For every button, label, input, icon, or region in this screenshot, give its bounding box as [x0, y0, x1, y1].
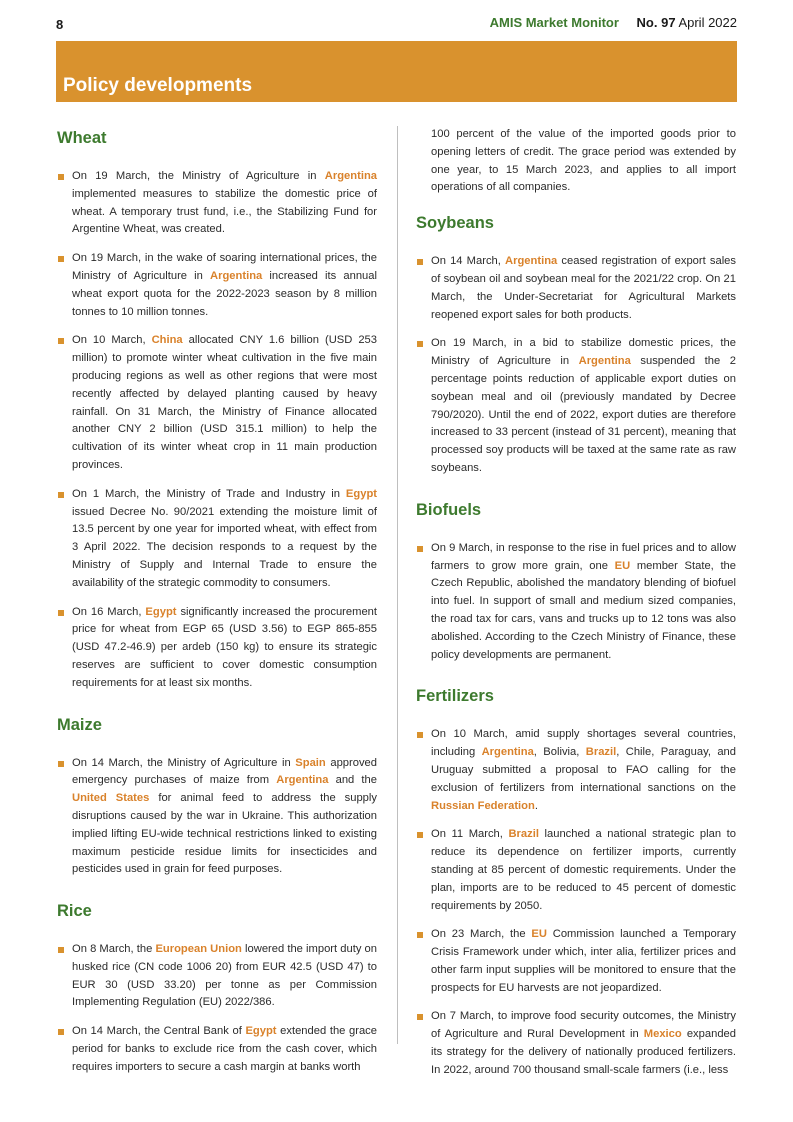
section-rice — [57, 899, 377, 1077]
item-text: for animal feed to address the supply disruptions caused by the war in Ukraine. This authorization implied lifting EU-wide technical restrictions linked to existing maximum pesticide residue limits for insecticides and pesticides used in grain for feed purposes. — [72, 792, 377, 876]
country-highlight: EU — [531, 928, 547, 941]
item-text: and the — [328, 774, 377, 787]
item-text: On 11 March, — [431, 828, 509, 841]
item-text: On 10 March, amid supply shortages several countries, including — [431, 728, 736, 759]
continued-paragraph: 100 percent of the value of the imported goods prior to opening letters of credit. The grace period was extended by one year, to 15 March 2023, and applies to all import operations of all companies. — [431, 128, 736, 194]
section-heading: Maize — [57, 715, 102, 734]
list-item — [57, 1023, 377, 1076]
country-highlight: Egypt — [145, 605, 177, 618]
banner-title: Policy developments — [63, 75, 253, 96]
item-text: allocated CNY 1.6 billion (USD 253 million) to promote winter wheat cultivation in the five main producing regions as well as other regions that were most recently affected by delayed planting caused by heavy rainfall. On 31 March, the Ministry of Finance allocated another CNY 2 billion (USD 315.1 million) to help the cultivation of its winter wheat crop in 11 main production provinces. — [72, 334, 377, 471]
country-highlight: Argentina — [210, 269, 263, 282]
item-text: On 14 March, — [431, 255, 506, 268]
issue-date: April 2022 — [678, 15, 737, 30]
item-text: On 10 March, — [72, 334, 152, 347]
country-highlight: Argentina — [276, 774, 329, 787]
item-text: On 16 March, — [72, 605, 146, 618]
item-text: extended the grace period for banks to exclude rice from the cash cover, which requires importers to secure a cash margin at banks worth — [72, 1025, 378, 1073]
item-text: implemented measures to stabilize the domestic price of wheat. A temporary trust fund, i.e., the Stabilizing Fund for Argentine Wheat, was created. — [72, 187, 377, 236]
item-text: , Bolivia, — [533, 746, 586, 759]
country-highlight: China — [151, 334, 183, 347]
list-item — [57, 250, 377, 321]
publication-title: AMIS Market Monitor — [489, 15, 619, 30]
country-highlight: Egypt — [245, 1025, 277, 1038]
country-highlight: Egypt — [345, 487, 377, 500]
country-highlight: Russian Federation — [431, 799, 535, 812]
item-text: On 7 March, to improve food security outcomes, the Ministry of Agriculture and Rural Development in — [431, 1010, 736, 1041]
list-item — [57, 604, 377, 693]
section-heading: Rice — [57, 902, 92, 921]
section-soybeans — [416, 211, 736, 478]
section-biofuels — [416, 498, 736, 665]
list-item — [416, 335, 736, 477]
item-text: On 19 March, in a bid to stabilize domestic prices, the Ministry of Agriculture in — [431, 337, 736, 368]
item-text: launched a national strategic plan to reduce its dependence on fertilizer imports, currently standing at 85 percent of domestic requirements. Under the plan, imports are to be reduced to 45 percent of domestic requirements by 2050. — [431, 828, 736, 912]
list-item — [57, 332, 377, 474]
country-highlight: Argentina — [505, 255, 558, 268]
right-column — [416, 126, 736, 1091]
country-highlight: EU — [614, 559, 631, 572]
item-text: Commission launched a Temporary Crisis Framework under which, inter alia, fertilizer prices and other farm input supplies will be monitored to ensure that the prospects for EU harvests are not jeopardized. — [431, 928, 736, 994]
section-heading: Fertilizers — [416, 687, 494, 706]
item-text: approved emergency purchases of maize from — [72, 756, 377, 787]
item-text: On 19 March, the Ministry of Agriculture in — [72, 170, 325, 182]
item-text: On 14 March, the Central Bank of — [72, 1025, 246, 1038]
list-item — [416, 540, 736, 665]
country-highlight: Mexico — [643, 1028, 682, 1041]
country-highlight: Argentina — [578, 355, 631, 368]
list-item — [416, 726, 736, 815]
item-text: On 8 March, the — [72, 943, 156, 956]
item-text: suspended the 2 percentage points reduction of applicable export duties on soybean meal and oil (previously mandated by Decree 790/2020). Until the end of 2022, export duties are therefore increased to 33 percent (instead of 31 percent), meaning that processed soy products will be taxed at the same rate as raw soybeans. — [431, 355, 736, 474]
list-item — [416, 253, 736, 324]
list-item — [57, 486, 377, 593]
item-text: On 14 March, the Ministry of Agriculture in — [72, 756, 296, 769]
list-item — [57, 755, 377, 880]
bullet-list — [416, 540, 736, 665]
section-banner — [56, 41, 737, 102]
section-heading: Soybeans — [416, 214, 494, 233]
item-text: ceased registration of export sales of soybean oil and soybean meal for the 2021/22 crop. On 21 March, the Under-Secretariat for Agricultural Markets reopened export sales for both products. — [431, 255, 736, 321]
item-text: issued Decree No. 90/2021 extending the moisture limit of 13.5 percent by one year for imported wheat, with effect from 3 April 2022. The decision responds to a request by the Ministry of Supply and Internal Trade to ensure the availability of the strategic commodity to consumers. — [72, 505, 377, 589]
section-maize — [57, 713, 377, 880]
country-highlight: Brazil — [585, 746, 617, 759]
section-heading: Biofuels — [416, 500, 482, 519]
list-item — [57, 168, 377, 239]
item-text: , Chile, Paraguay, and Uruguay submitted a proposal to FAO calling for the exclusion of fertilizers from international sanctions on the — [431, 746, 737, 794]
item-text: On 9 March, in response to the rise in fuel prices and to allow farmers to grow more grain, one — [431, 541, 736, 572]
item-text: On 1 March, the Ministry of Trade and Industry in — [72, 487, 346, 500]
left-column — [57, 126, 377, 1088]
page-number: 8 — [56, 17, 64, 32]
section-wheat — [57, 126, 377, 693]
bullet-list — [57, 168, 377, 693]
bullet-list — [416, 726, 736, 1079]
item-text: . — [534, 799, 538, 812]
country-highlight: Argentina — [481, 746, 534, 759]
country-highlight: United States — [72, 792, 150, 805]
country-highlight: European Union — [155, 943, 242, 956]
issue-number: No. 97 — [636, 15, 676, 30]
list-item — [57, 941, 377, 1012]
section-fertilizers — [416, 684, 736, 1079]
country-highlight: Brazil — [508, 828, 539, 841]
country-highlight: Argentina — [324, 170, 377, 182]
running-head — [490, 15, 737, 30]
list-item — [416, 826, 736, 915]
item-text: member State, the Czech Republic, abolished the mandatory blending of biofuel into fuel. In support of small and medium sized companies, the road tax for cars, vans and trucks up to 12 tons was also abolished. According to the Czech Ministry of Finance, these policy developments are permanent. — [431, 559, 736, 661]
column-divider — [397, 126, 398, 1044]
item-text: significantly increased the procurement price for wheat from EGP 65 (USD 3.56) to EGP 865-855 (USD 47.2-46.9) per ardeb (150 kg) to ensure its strategic reserves are sufficient to cover domestic consumption requirements for at least six months. — [72, 605, 377, 689]
item-text: expanded its strategy for the delivery of nationally produced fertilizers. In 2022, around 700 thousand small-scale farmers (i.e., less — [431, 1028, 736, 1076]
item-text: increased its annual wheat export quota for the 2022-2023 season by 8 million tonnes to 10 million tonnes. — [72, 269, 377, 318]
bullet-list — [57, 755, 377, 880]
list-item — [416, 1008, 736, 1079]
item-text: On 23 March, the — [431, 928, 532, 941]
section-heading: Wheat — [57, 129, 107, 147]
country-highlight: Spain — [295, 756, 326, 769]
item-text: On 19 March, in the wake of soaring international prices, the Ministry of Agriculture in — [72, 252, 377, 282]
bullet-list — [57, 941, 377, 1077]
list-item — [416, 926, 736, 997]
item-text: lowered the import duty on husked rice (CN code 1006 20) from EUR 42.5 (USD 47) to EUR 30 (USD 33.20) per tonne as per Commission Implementing Regulation (EU) 2022/386. — [72, 943, 377, 1009]
bullet-list — [416, 253, 736, 478]
